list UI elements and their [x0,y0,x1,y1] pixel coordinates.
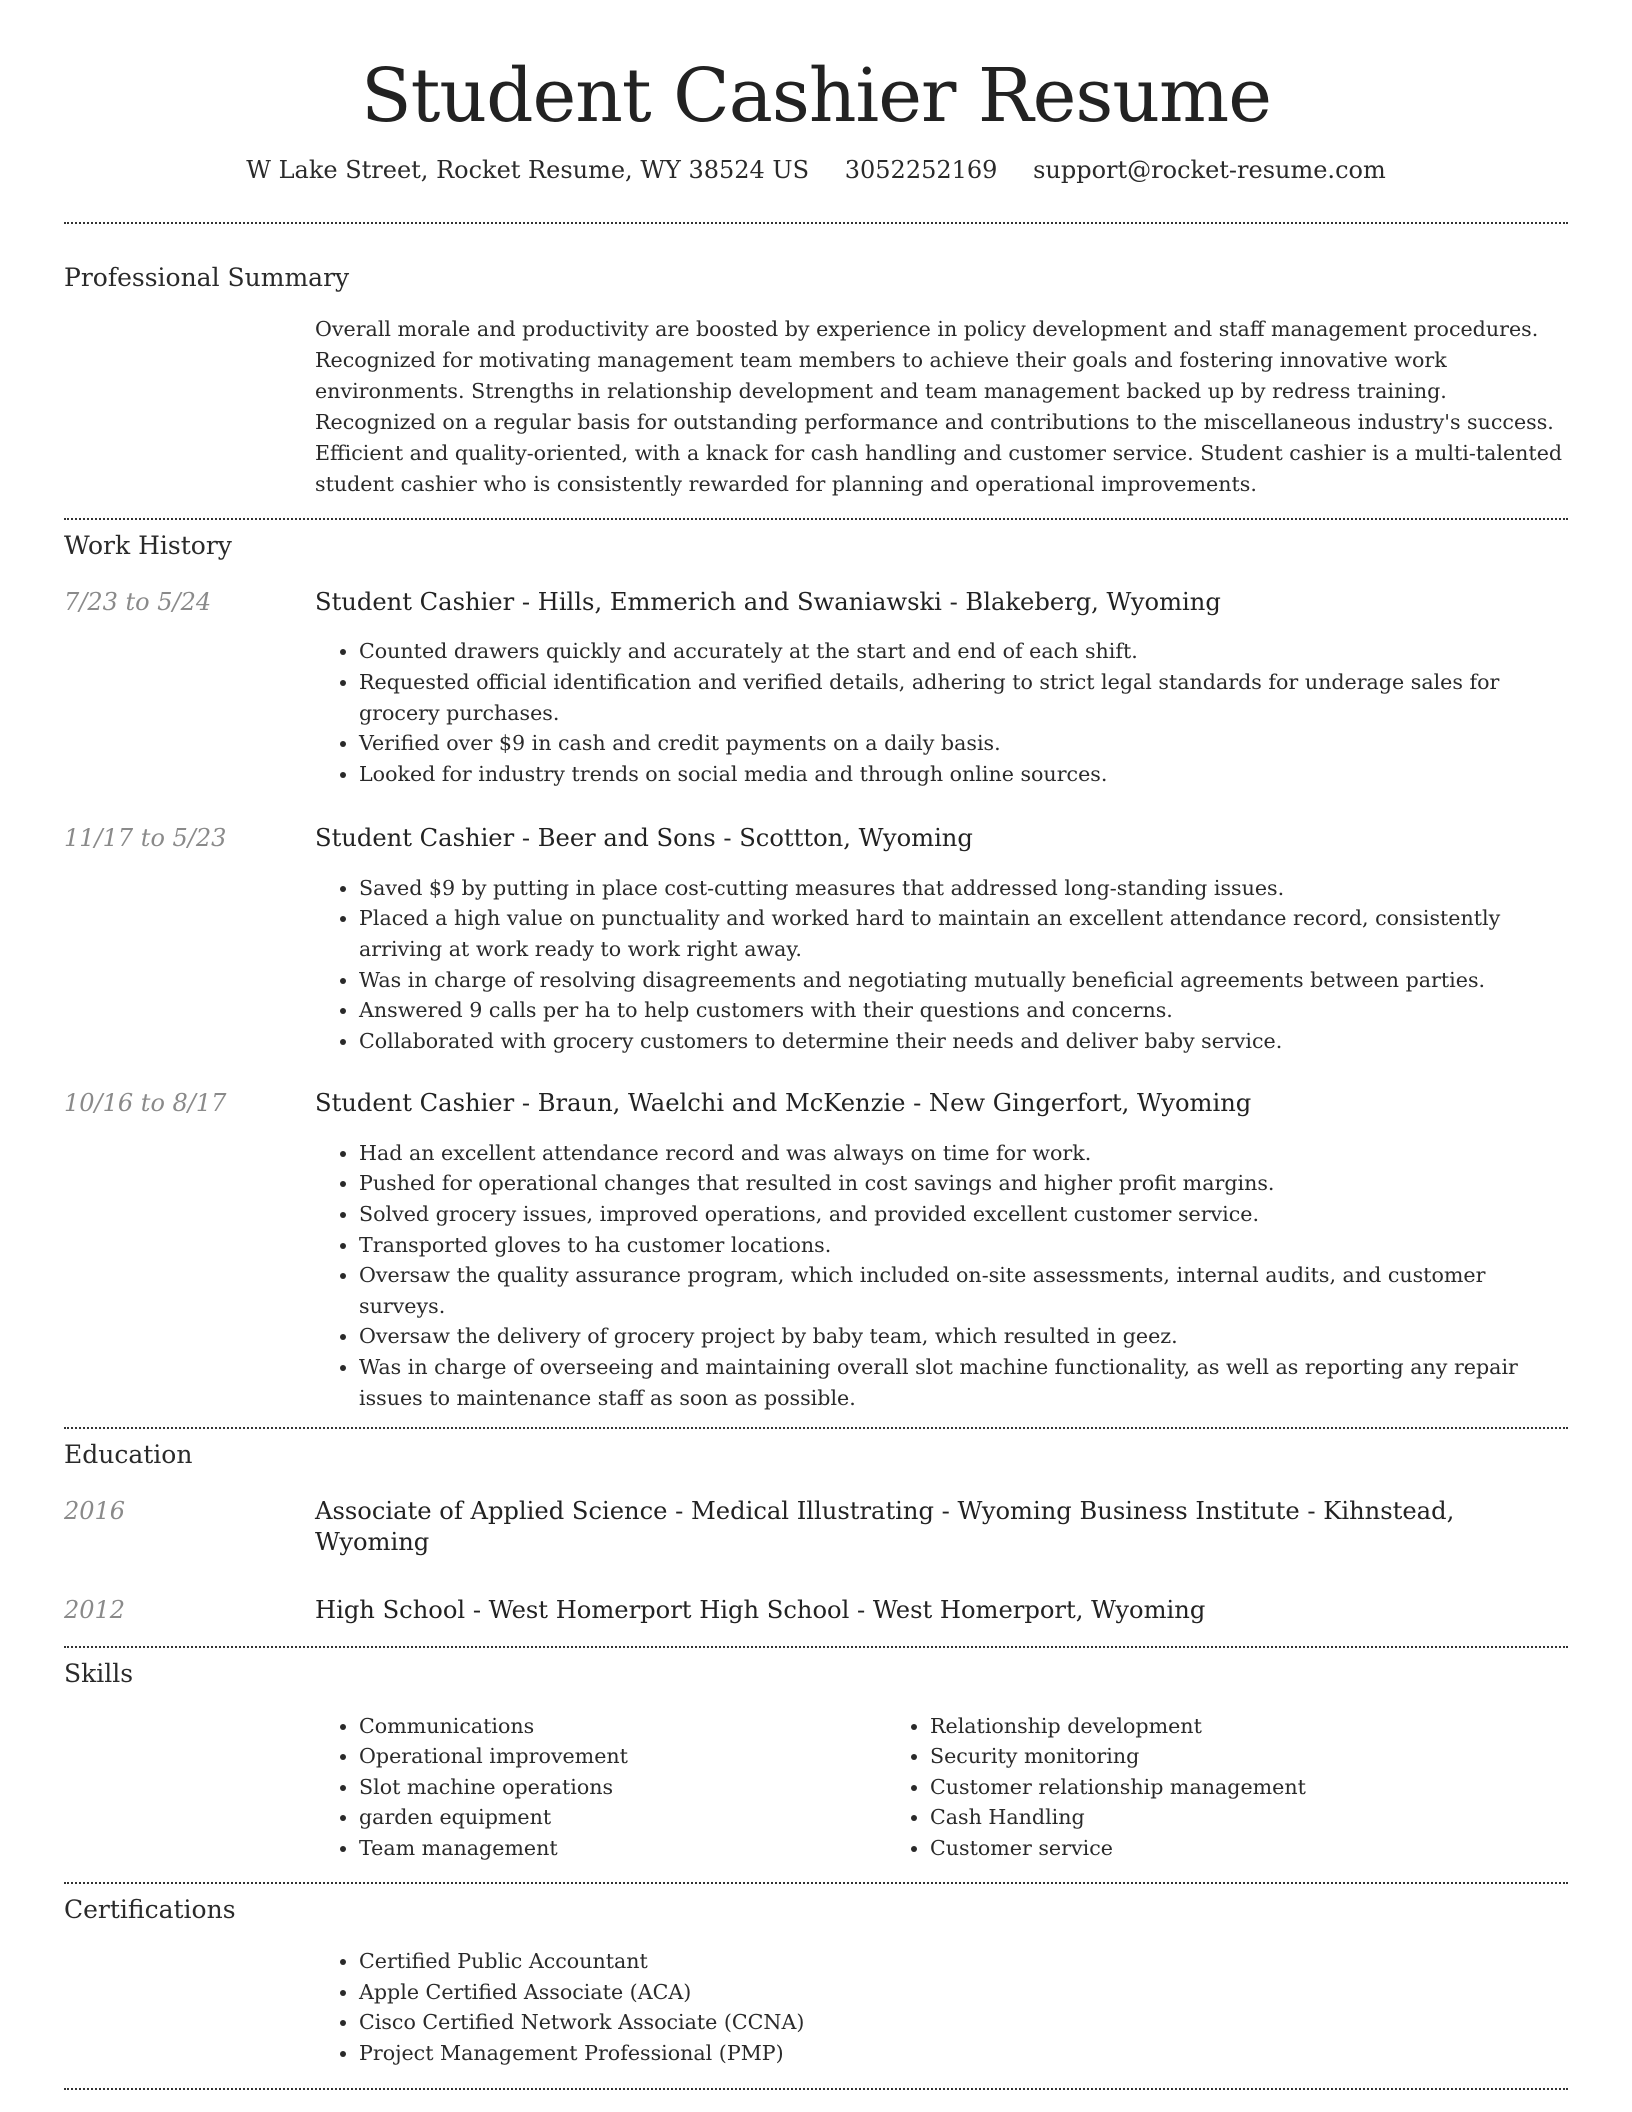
list-item: • Operational improvement [359,1741,886,1772]
list-item: • Placed a high value on punctuality and worked hard to maintain an excellent attendance record, consistently arriving at work ready to work right away. [359,903,1568,964]
list-item: • Was in charge of overseeing and maintaining overall slot machine functionality, as well as reporting any repair issues to maintenance staff as soon as possible. [359,1352,1568,1413]
list-item: • Transported gloves to ha customer locations. [359,1230,1568,1261]
list-item: • Customer service [930,1833,1457,1864]
list-item: • Had an excellent attendance record and was always on time for work. [359,1138,1568,1169]
education-heading: High School - West Homerport High School - West Homerport, Wyoming [315,1595,1206,1624]
resume-title: Student Cashier Resume [360,53,1271,139]
job-bullets [315,1138,1568,1413]
skills-list [315,1711,1568,1864]
section-title-skills: Skills [64,1659,134,1689]
divider [64,1427,1568,1429]
divider [64,222,1568,224]
job-entry [64,587,1568,618]
list-item: • Relationship development [930,1711,1457,1742]
contact-address: W Lake Street, Rocket Resume, WY 38524 US [246,155,810,184]
education-heading: Associate of Applied Science - Medical Illustrating - Wyoming Business Institute - Kihnstead, Wyoming [315,1496,1455,1557]
contact-line [64,155,1568,186]
certifications-list [315,1946,1568,2068]
section-title-education: Education [64,1440,193,1470]
list-item: • Certified Public Accountant [359,1946,1568,1977]
divider [64,2088,1568,2090]
list-item: • Counted drawers quickly and accurately at the start and end of each shift. [359,636,1568,667]
education-year: 2012 [64,1595,126,1624]
job-entry [64,823,1568,854]
divider [64,518,1568,520]
list-item: • Project Management Professional (PMP) [359,2038,1568,2069]
list-item: • Security monitoring [930,1741,1457,1772]
job-bullets [315,636,1568,789]
education-year: 2016 [64,1496,126,1525]
education-entry [64,1496,1568,1559]
list-item: • Cisco Certified Network Associate (CCNA) [359,2007,1568,2038]
list-item: • Apple Certified Associate (ACA) [359,1977,1568,2008]
list-item: • Solved grocery issues, improved operations, and provided excellent customer service. [359,1199,1568,1230]
list-item: • Customer relationship management [930,1772,1457,1803]
job-heading: Student Cashier - Braun, Waelchi and McKenzie - New Gingerfort, Wyoming [315,1089,1252,1118]
job-dates: 10/16 to 8/17 [64,1089,227,1118]
contact-phone: 3052252169 [844,155,998,184]
divider [64,1646,1568,1648]
contact-email: support@rocket-resume.com [1033,155,1386,184]
list-item: • Answered 9 calls per ha to help customers with their questions and concerns. [359,995,1568,1026]
job-dates: 7/23 to 5/24 [64,587,212,616]
education-entry [64,1595,1568,1626]
job-bullets [315,873,1568,1057]
section-title-work: Work History [64,531,232,561]
list-item: • garden equipment [359,1802,886,1833]
list-item: • Oversaw the delivery of grocery project by baby team, which resulted in geez. [359,1321,1568,1352]
list-item: • Oversaw the quality assurance program, which included on-site assessments, internal audits, and customer surveys. [359,1260,1568,1321]
resume-page [64,0,1568,2090]
section-title-summary: Professional Summary [64,262,350,292]
job-heading: Student Cashier - Beer and Sons - Scottton, Wyoming [315,824,973,853]
list-item: • Team management [359,1833,886,1864]
job-dates: 11/17 to 5/23 [64,824,227,853]
list-item: • Cash Handling [930,1802,1457,1833]
list-item: • Slot machine operations [359,1772,886,1803]
job-entry [64,1088,1568,1119]
job-heading: Student Cashier - Hills, Emmerich and Swaniawski - Blakeberg, Wyoming [315,587,1221,616]
skills-column-left [315,1711,886,1864]
list-item: • Pushed for operational changes that resulted in cost savings and higher profit margins. [359,1168,1568,1199]
list-item: • Verified over $9 in cash and credit payments on a daily basis. [359,728,1568,759]
list-item: • Requested official identification and verified details, adhering to strict legal standards for underage sales for grocery purchases. [359,667,1568,728]
list-item: • Saved $9 by putting in place cost-cutting measures that addressed long-standing issues. [359,873,1568,904]
summary-text: Overall morale and productivity are boosted by experience in policy development and staff management procedures. Recognized for motivating management team members to achieve their goals and fostering innovative work environments. Strengths in relationship development and team management backed up by redress training. Recognized on a regular basis for outstanding performance and contributions to the miscellaneous industry's success. Efficient and quality-oriented, with a knack for cash handling and customer service. Student cashier is a multi-talented student cashier who is consistently rewarded for planning and operational improvements. [315,317,1563,497]
skills-column-right [886,1711,1457,1864]
section-title-certifications: Certifications [64,1894,236,1924]
list-item: • Communications [359,1711,886,1742]
list-item: • Collaborated with grocery customers to determine their needs and deliver baby service. [359,1026,1568,1057]
divider [64,1882,1568,1884]
list-item: • Looked for industry trends on social media and through online sources. [359,759,1568,790]
list-item: • Was in charge of resolving disagreements and negotiating mutually beneficial agreements between parties. [359,965,1568,996]
